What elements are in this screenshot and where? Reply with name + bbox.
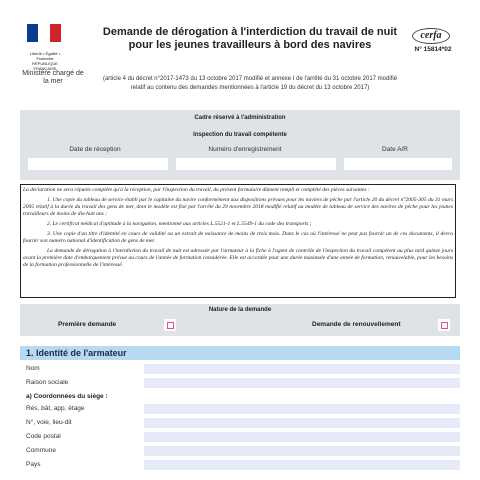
french-flag-icon	[27, 24, 61, 42]
form-row-residence	[20, 403, 460, 414]
form-row-commune	[20, 445, 460, 456]
admin-title: Cadre réservé à l'administration	[194, 115, 286, 121]
instructions-notice	[20, 184, 456, 298]
ministry-label: Ministère chargé de la mer	[22, 70, 84, 85]
renewal-request-checkbox[interactable]	[438, 319, 450, 331]
field-label: Rés, bât, app, étage	[26, 405, 85, 412]
first-request-label: Première demande	[58, 321, 117, 328]
legal-reference: (article 4 du décret n°2017-1473 du 13 octobre 2017 modifié et annexe I de l'arrêté du 31 octobre 2017 modifié relatif au contenu des demandes mentionnées à l'article 19 du décret du 13 octobre 2017)	[102, 76, 398, 91]
registration-number-field[interactable]	[176, 158, 336, 170]
field-label: Pays	[26, 461, 41, 468]
voie-input[interactable]	[144, 418, 460, 428]
first-request-checkbox[interactable]	[164, 319, 176, 331]
subheader-label: a) Coordonnées du siège :	[26, 393, 108, 400]
republic-label: Liberté • Égalité • Fraternité RÉPUBLIQUE FRANÇAISE	[29, 51, 61, 71]
field-label: Nom	[26, 365, 40, 372]
form-row-pays	[20, 459, 460, 470]
checkbox-icon	[167, 322, 174, 329]
reception-date-field[interactable]	[28, 158, 168, 170]
section-1-header	[20, 346, 460, 360]
field-label: Code postal	[26, 433, 61, 440]
ar-date-label: Date A/R	[381, 146, 408, 153]
raison-sociale-input[interactable]	[144, 378, 460, 388]
nature-title: Nature de la demande	[208, 307, 272, 313]
notice-item-3: 3. Une copie d'un titre d'identité en cours de validité ou un extrait de naissance de moins de trois mois. Dans le cas où l'intéressé ne peut pas fournir un de ces documents, il devra fournir son numéro national d'identification de gens de mer.	[23, 231, 453, 244]
marianne-logo	[27, 24, 61, 50]
section-1-title: 1. Identité de l'armateur	[26, 348, 127, 358]
pays-input[interactable]	[144, 460, 460, 470]
admin-reserved-block	[20, 110, 460, 180]
ar-date-field[interactable]	[344, 158, 452, 170]
reception-date-label: Date de réception	[69, 146, 121, 153]
form-row-voie	[20, 417, 460, 428]
cerfa-number: N° 15814*02	[414, 46, 452, 53]
admin-subtitle: Inspection du travail compétente	[193, 132, 287, 138]
notice-intro: La déclaration ne sera réputée complète qu'à la réception, par l'inspection du travail, du présent formulaire dûment rempli et complété des pièces suivantes :	[23, 187, 370, 193]
cerfa-logo: cerfa	[412, 28, 450, 44]
residence-input[interactable]	[144, 404, 460, 414]
code-postal-input[interactable]	[144, 432, 460, 442]
field-label: Commune	[26, 447, 56, 454]
form-row-nom	[20, 363, 460, 374]
renewal-request-label: Demande de renouvellement	[312, 321, 401, 328]
request-nature-block	[20, 304, 460, 336]
form-row-raison-sociale	[20, 377, 460, 388]
notice-item-2: 2. Le certificat médical d'aptitude à la navigation, mentionné aux articles L.5521-1 et L.5549-1 du code des transports ;	[47, 221, 312, 227]
checkbox-icon	[441, 322, 448, 329]
nom-input[interactable]	[144, 364, 460, 374]
form-row-code-postal	[20, 431, 460, 442]
notice-item-1: 1. Une copie du tableau de service établi par le capitaine du navire conformément aux dispositions prévues pour les navires de pêche par l'article 20 du décret n°2005-305 du 31 mars 2005 relatif à la durée du travail des gens de mer, dont le modèle est fixé par l'arrêté du 29 novembre 2018 modifié relatif au modèle de tableau de service des navires de pêche pour les jeunes travailleurs de moins de dix-huit ans ;	[23, 197, 453, 217]
registration-number-label: Numéro d'enregistrement	[208, 146, 282, 153]
field-label: N°, voie, lieu-dit	[26, 419, 72, 426]
form-subheader-siege	[20, 391, 460, 402]
commune-input[interactable]	[144, 446, 460, 456]
field-label: Raison sociale	[26, 379, 69, 386]
page-title: Demande de dérogation à l'interdiction du travail de nuit pour les jeunes travailleurs à bord des navires	[102, 26, 398, 51]
notice-closing: La demande de dérogation à l'interdiction du travail de nuit est adressée par l'armateur à la fiche à l'agent de contrôle de l'inspection du travail compétent au plus tard quinze jours avant la première date d'embarquement prévue au cours de l'année de formation considérée. Elle est accordée pour une durée maximale d'une année de formation, renouvelable, pour les besoins de la formation professionnelle de l'intéressé.	[23, 248, 453, 268]
